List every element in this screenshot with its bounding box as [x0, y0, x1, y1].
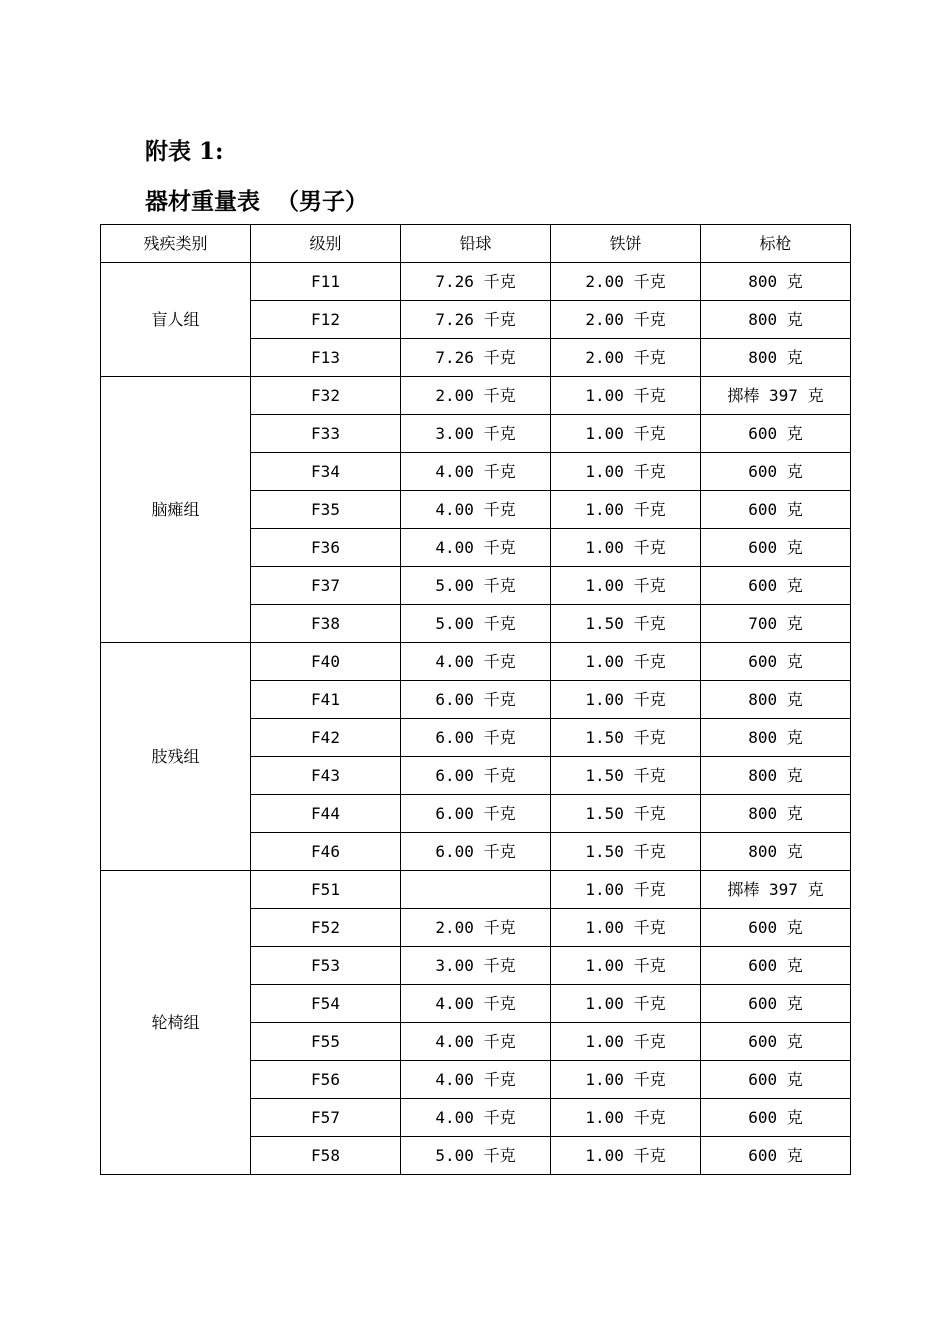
class-cell: F36 — [251, 529, 401, 567]
javelin-cell: 800 克 — [701, 339, 851, 377]
javelin-cell: 600 克 — [701, 985, 851, 1023]
javelin-cell: 掷棒 397 克 — [701, 871, 851, 909]
discus-cell: 1.00 千克 — [551, 491, 701, 529]
discus-cell: 1.50 千克 — [551, 833, 701, 871]
discus-cell: 1.50 千克 — [551, 757, 701, 795]
javelin-cell: 600 克 — [701, 415, 851, 453]
class-cell: F43 — [251, 757, 401, 795]
discus-cell: 2.00 千克 — [551, 263, 701, 301]
table-row — [101, 377, 851, 415]
class-cell: F56 — [251, 1061, 401, 1099]
shot-put-cell — [401, 871, 551, 909]
shot-put-cell: 2.00 千克 — [401, 377, 551, 415]
header-shot-put: 铅球 — [401, 225, 551, 263]
table-row — [101, 643, 851, 681]
discus-cell: 1.00 千克 — [551, 567, 701, 605]
class-cell: F44 — [251, 795, 401, 833]
category-cell: 轮椅组 — [101, 871, 251, 1175]
header-class: 级别 — [251, 225, 401, 263]
discus-cell: 2.00 千克 — [551, 339, 701, 377]
category-cell: 脑瘫组 — [101, 377, 251, 643]
shot-put-cell: 3.00 千克 — [401, 947, 551, 985]
javelin-cell: 600 克 — [701, 453, 851, 491]
class-cell: F57 — [251, 1099, 401, 1137]
javelin-cell: 800 克 — [701, 681, 851, 719]
discus-cell: 1.50 千克 — [551, 719, 701, 757]
discus-cell: 1.00 千克 — [551, 529, 701, 567]
javelin-cell: 600 克 — [701, 1137, 851, 1175]
shot-put-cell: 6.00 千克 — [401, 833, 551, 871]
category-cell: 肢残组 — [101, 643, 251, 871]
appendix-heading: 附表 1: — [145, 138, 224, 165]
shot-put-cell: 6.00 千克 — [401, 719, 551, 757]
shot-put-cell: 4.00 千克 — [401, 985, 551, 1023]
javelin-cell: 600 克 — [701, 643, 851, 681]
javelin-cell: 600 克 — [701, 947, 851, 985]
discus-cell: 1.00 千克 — [551, 377, 701, 415]
shot-put-cell: 7.26 千克 — [401, 339, 551, 377]
javelin-cell: 600 克 — [701, 491, 851, 529]
shot-put-cell: 6.00 千克 — [401, 795, 551, 833]
header-disability-category: 残疾类别 — [101, 225, 251, 263]
shot-put-cell: 4.00 千克 — [401, 529, 551, 567]
discus-cell: 1.00 千克 — [551, 985, 701, 1023]
class-cell: F13 — [251, 339, 401, 377]
javelin-cell: 700 克 — [701, 605, 851, 643]
javelin-cell: 600 克 — [701, 1023, 851, 1061]
discus-cell: 1.00 千克 — [551, 643, 701, 681]
discus-cell: 1.00 千克 — [551, 1099, 701, 1137]
javelin-cell: 800 克 — [701, 719, 851, 757]
discus-cell: 1.00 千克 — [551, 1137, 701, 1175]
shot-put-cell: 4.00 千克 — [401, 1023, 551, 1061]
shot-put-cell: 4.00 千克 — [401, 453, 551, 491]
class-cell: F38 — [251, 605, 401, 643]
table-row — [101, 871, 851, 909]
class-cell: F41 — [251, 681, 401, 719]
javelin-cell: 600 克 — [701, 909, 851, 947]
header-discus: 铁饼 — [551, 225, 701, 263]
shot-put-cell: 6.00 千克 — [401, 681, 551, 719]
discus-cell: 1.00 千克 — [551, 1023, 701, 1061]
discus-cell: 1.00 千克 — [551, 909, 701, 947]
category-cell: 盲人组 — [101, 263, 251, 377]
table-row — [101, 263, 851, 301]
discus-cell: 1.00 千克 — [551, 1061, 701, 1099]
shot-put-cell: 2.00 千克 — [401, 909, 551, 947]
class-cell: F53 — [251, 947, 401, 985]
class-cell: F35 — [251, 491, 401, 529]
javelin-cell: 600 克 — [701, 529, 851, 567]
header-javelin: 标枪 — [701, 225, 851, 263]
class-cell: F34 — [251, 453, 401, 491]
discus-cell: 1.50 千克 — [551, 605, 701, 643]
class-cell: F51 — [251, 871, 401, 909]
javelin-cell: 800 克 — [701, 833, 851, 871]
javelin-cell: 600 克 — [701, 1061, 851, 1099]
table-body — [101, 263, 851, 1175]
class-cell: F42 — [251, 719, 401, 757]
equipment-weight-table — [100, 224, 851, 1175]
class-cell: F37 — [251, 567, 401, 605]
shot-put-cell: 5.00 千克 — [401, 1137, 551, 1175]
discus-cell: 1.00 千克 — [551, 453, 701, 491]
discus-cell: 1.00 千克 — [551, 947, 701, 985]
discus-cell: 1.50 千克 — [551, 795, 701, 833]
table-header-row — [101, 225, 851, 263]
shot-put-cell: 4.00 千克 — [401, 491, 551, 529]
shot-put-cell: 5.00 千克 — [401, 567, 551, 605]
shot-put-cell: 7.26 千克 — [401, 263, 551, 301]
shot-put-cell: 6.00 千克 — [401, 757, 551, 795]
javelin-cell: 掷棒 397 克 — [701, 377, 851, 415]
javelin-cell: 600 克 — [701, 1099, 851, 1137]
class-cell: F55 — [251, 1023, 401, 1061]
shot-put-cell: 4.00 千克 — [401, 1061, 551, 1099]
discus-cell: 1.00 千克 — [551, 871, 701, 909]
class-cell: F58 — [251, 1137, 401, 1175]
shot-put-cell: 7.26 千克 — [401, 301, 551, 339]
class-cell: F46 — [251, 833, 401, 871]
shot-put-cell: 5.00 千克 — [401, 605, 551, 643]
discus-cell: 1.00 千克 — [551, 681, 701, 719]
javelin-cell: 600 克 — [701, 567, 851, 605]
javelin-cell: 800 克 — [701, 757, 851, 795]
class-cell: F32 — [251, 377, 401, 415]
javelin-cell: 800 克 — [701, 301, 851, 339]
discus-cell: 1.00 千克 — [551, 415, 701, 453]
class-cell: F40 — [251, 643, 401, 681]
class-cell: F54 — [251, 985, 401, 1023]
javelin-cell: 800 克 — [701, 795, 851, 833]
class-cell: F52 — [251, 909, 401, 947]
class-cell: F11 — [251, 263, 401, 301]
shot-put-cell: 4.00 千克 — [401, 1099, 551, 1137]
javelin-cell: 800 克 — [701, 263, 851, 301]
shot-put-cell: 3.00 千克 — [401, 415, 551, 453]
shot-put-cell: 4.00 千克 — [401, 643, 551, 681]
class-cell: F12 — [251, 301, 401, 339]
table-title: 器材重量表 （男子） — [145, 188, 369, 215]
class-cell: F33 — [251, 415, 401, 453]
discus-cell: 2.00 千克 — [551, 301, 701, 339]
